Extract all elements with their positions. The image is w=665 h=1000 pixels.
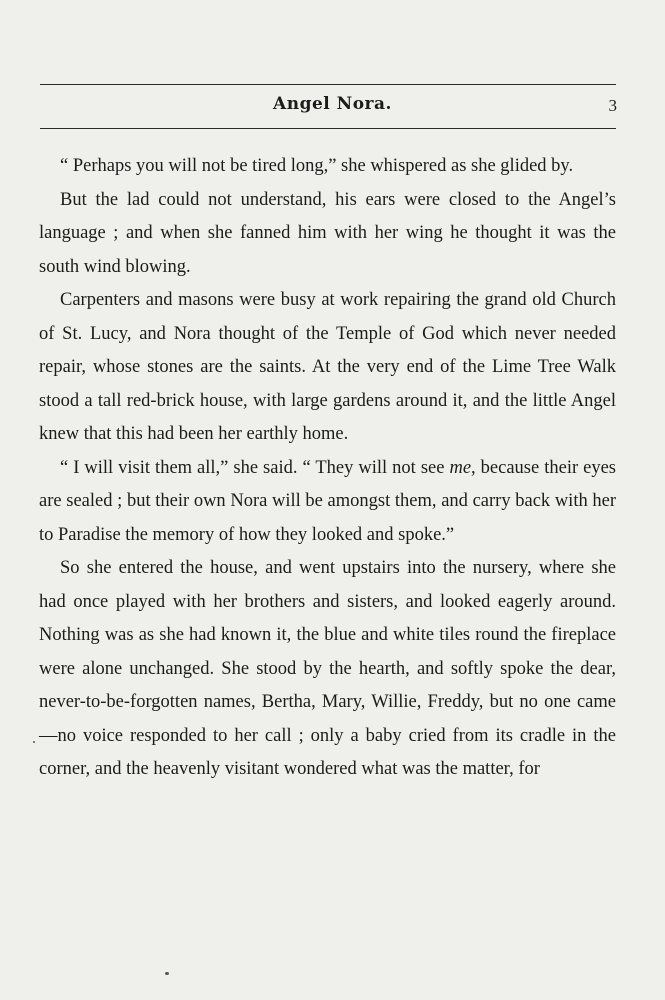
running-title: Angel Nora. — [273, 94, 392, 114]
body-text — [39, 150, 616, 787]
paragraph: “ Perhaps you will not be tired long,” she whispered as she glided by. — [60, 156, 574, 176]
header-rule-bottom — [40, 128, 616, 129]
header-rule-top — [40, 84, 616, 85]
emphasized-word: me — [449, 457, 472, 478]
page-number: 3 — [608, 96, 617, 115]
paragraph: So she entered the house, and went upstairs into the nursery, where she had once played with her brothers and sisters, and looked eagerly around. Nothing was as she had known it, the blue and white tiles round the fireplace were alone unchanged. She stood by the hearth, and softly spoke the dear, never-to-be-forgotten names, Bertha, Mary, Willie, Freddy, but no one came—no voice responded to her call ; only a baby cried from its cradle in the corner, and the heavenly visitant wondered what was the matter, for — [39, 558, 616, 779]
paragraph: “ I will visit them all,” she said. “ They will not see me, because their eyes are sealed ; but their own Nora will be amongst them, and carry back with her to Paradise the memory of how they looked and spoke.” — [39, 457, 616, 545]
paragraph: Carpenters and masons were busy at work repairing the grand old Church of St. Lucy, and Nora thought of the Temple of God which never needed repair, whose stones are the saints. At the very end of the Lime Tree Walk stood a tall red-brick house, with large gardens around it, and the little Angel knew that this had been her earthly home. — [39, 290, 616, 444]
print-speck — [33, 741, 35, 743]
print-speck — [165, 972, 169, 975]
paragraph: But the lad could not understand, his ears were closed to the Angel’s language ; and when she fanned him with her wing he thought it was the south wind blowing. — [39, 189, 616, 277]
